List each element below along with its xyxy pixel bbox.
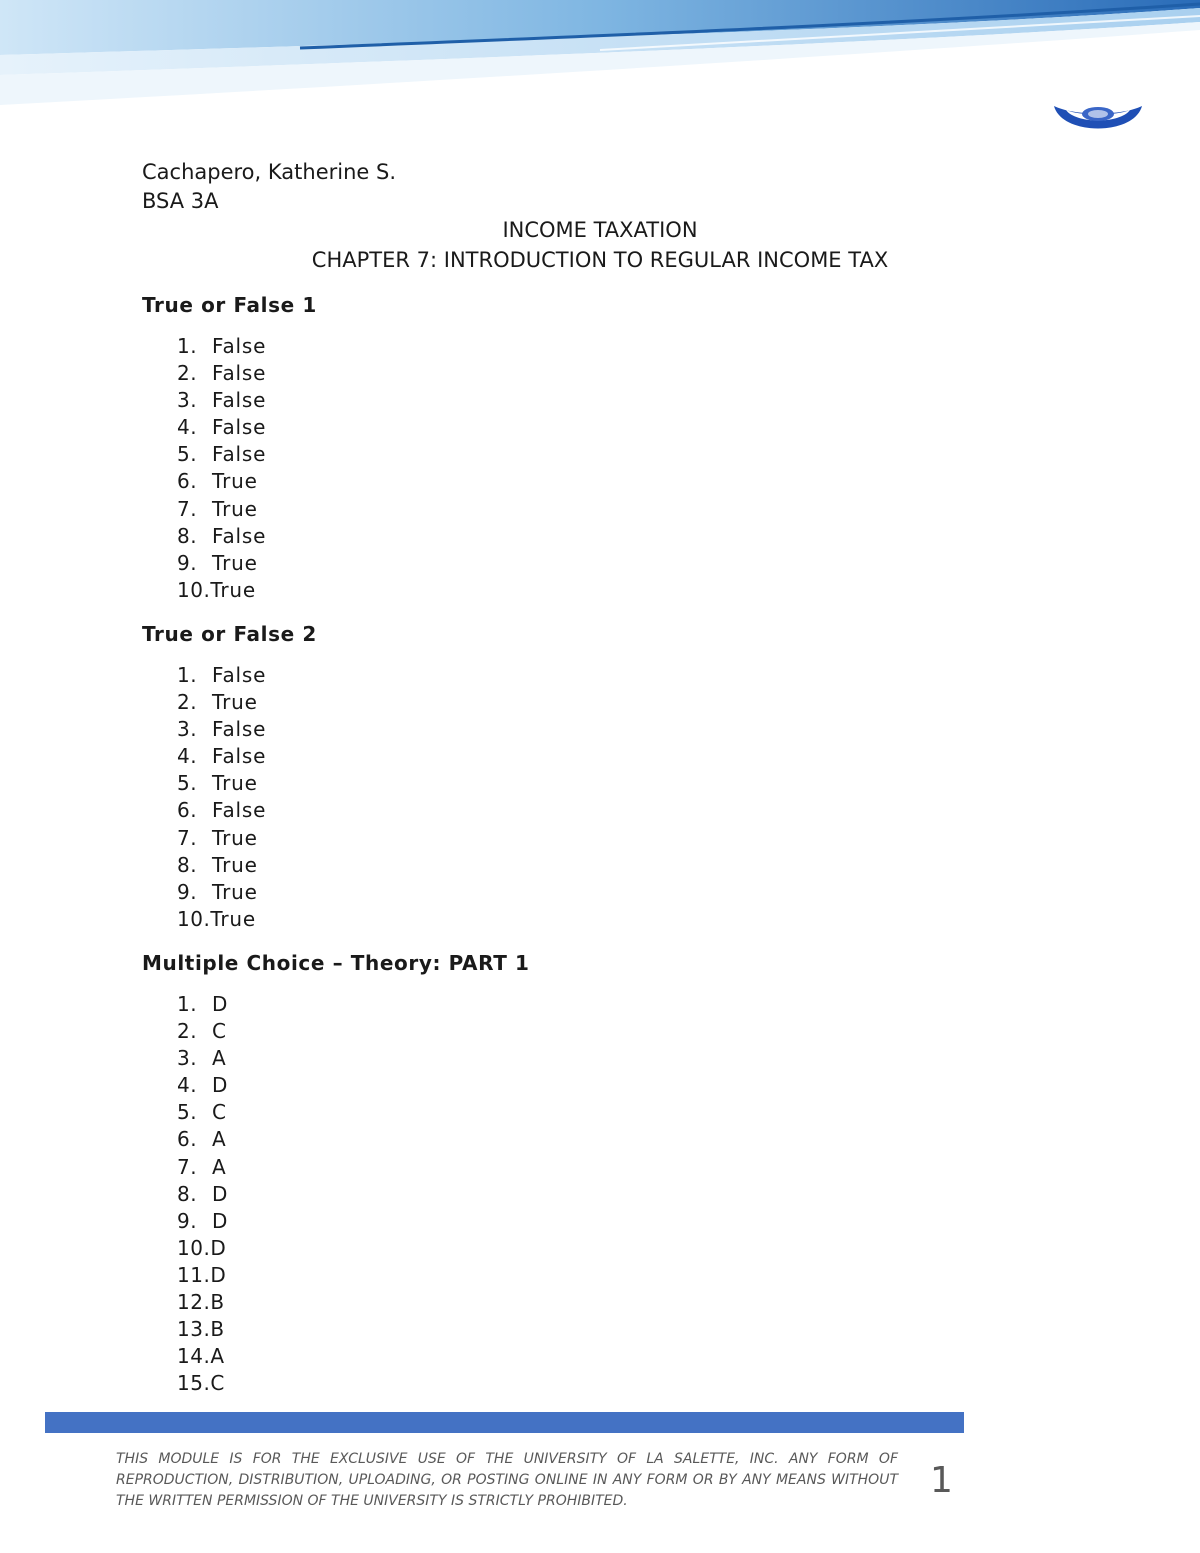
answer-number: 11. [177, 1262, 211, 1287]
answer-number: 15. [177, 1371, 211, 1396]
answer-item [177, 1045, 228, 1072]
answer-value: True [212, 825, 258, 850]
answer-item [177, 496, 266, 523]
answer-value: False [212, 415, 267, 440]
answer-value: A [212, 1154, 227, 1179]
answer-number: 13. [177, 1317, 211, 1342]
answer-list-true-false-1 [177, 333, 266, 604]
answer-number: 4. [177, 415, 198, 440]
answer-number: 7. [177, 1154, 198, 1179]
section-title-true-false-1: True or False 1 [142, 293, 317, 317]
answer-value: D [210, 1262, 227, 1287]
answer-number: 4. [177, 744, 198, 769]
answer-number: 2. [177, 690, 198, 715]
answer-item [177, 906, 266, 933]
answer-item [177, 852, 266, 879]
answer-number: 3. [177, 388, 198, 413]
answer-value: A [212, 1046, 227, 1071]
answer-value: D [212, 992, 229, 1016]
answer-value: True [212, 550, 258, 575]
answer-value: D [212, 1208, 229, 1233]
answer-item [177, 825, 266, 852]
answer-value: True [212, 496, 258, 521]
answer-item [177, 991, 228, 1018]
answer-value: True [212, 690, 258, 715]
answer-item [177, 1154, 228, 1181]
footer-copyright-notice: THIS MODULE IS FOR THE EXCLUSIVE USE OF THE UNIVERSITY OF LA SALETTE, INC. ANY FORM OF REPRODUCTION, DISTRIBUTION, UPLOADING, OR POSTING ONLINE IN ANY FORM OR BY ANY MEANS WITHOUT THE WRITTEN PERMISSION OF THE UNIVERSITY IS STRICTLY PROHIBITED. [116, 1451, 898, 1509]
answer-item [177, 1072, 228, 1099]
answer-number: 8. [177, 852, 198, 877]
answer-value: False [212, 523, 267, 548]
answer-value: False [212, 361, 267, 386]
student-section: BSA 3A [142, 189, 219, 213]
answer-value: D [212, 1073, 229, 1098]
answer-number: 3. [177, 717, 198, 742]
section-title-true-false-2: True or False 2 [142, 622, 317, 646]
answer-number: 10. [177, 577, 211, 602]
page-number: 1 [930, 1460, 953, 1501]
answer-number: 4. [177, 1073, 198, 1098]
answer-number: 1. [177, 334, 198, 358]
answer-item [177, 577, 266, 604]
answer-number: 6. [177, 469, 198, 494]
chapter-title: CHAPTER 7: INTRODUCTION TO REGULAR INCOME TAX [311, 248, 889, 272]
answer-item [177, 333, 266, 360]
answer-item [177, 1099, 228, 1126]
answer-value: True [212, 879, 258, 904]
answer-item [177, 662, 266, 689]
answer-value: False [212, 334, 267, 358]
answer-item [177, 523, 266, 550]
university-seal-logo [1052, 102, 1144, 140]
answer-item [177, 1289, 228, 1316]
answer-item [177, 1018, 228, 1045]
answer-number: 12. [177, 1290, 211, 1315]
section-title-multiple-choice: Multiple Choice – Theory: PART 1 [142, 951, 530, 975]
answer-value: True [212, 469, 258, 494]
answer-item [177, 1316, 228, 1343]
answer-item [177, 1126, 228, 1153]
answer-number: 8. [177, 1181, 198, 1206]
answer-number: 5. [177, 442, 198, 467]
answer-value: False [212, 388, 267, 413]
answer-item [177, 770, 266, 797]
answer-item [177, 743, 266, 770]
answer-value: A [210, 1344, 225, 1369]
answer-number: 6. [177, 798, 198, 823]
answer-value: True [210, 906, 256, 931]
footer-accent-bar [45, 1412, 964, 1433]
answer-value: False [212, 798, 267, 823]
answer-value: C [210, 1371, 226, 1396]
answer-number: 10. [177, 1235, 211, 1260]
answer-item [177, 468, 266, 495]
answer-number: 6. [177, 1127, 198, 1152]
answer-value: False [212, 663, 267, 687]
answer-value: D [210, 1235, 227, 1260]
answer-item [177, 1262, 228, 1289]
answer-list-true-false-2 [177, 662, 266, 933]
answer-number: 5. [177, 771, 198, 796]
answer-number: 7. [177, 825, 198, 850]
answer-value: D [212, 1181, 229, 1206]
answer-number: 8. [177, 523, 198, 548]
answer-item [177, 689, 266, 716]
answer-number: 3. [177, 1046, 198, 1071]
answer-value: A [212, 1127, 227, 1152]
answer-value: True [212, 771, 258, 796]
answer-item [177, 550, 266, 577]
answer-number: 10. [177, 906, 211, 931]
answer-value: B [210, 1290, 225, 1315]
answer-item [177, 1235, 228, 1262]
answer-number: 9. [177, 1208, 198, 1233]
answer-item [177, 360, 266, 387]
answer-number: 1. [177, 992, 198, 1016]
answer-item [177, 879, 266, 906]
answer-item [177, 1370, 228, 1397]
answer-value: C [212, 1019, 227, 1044]
answer-number: 2. [177, 1019, 198, 1044]
answer-item [177, 414, 266, 441]
answer-value: False [212, 744, 267, 769]
answer-item [177, 1208, 228, 1235]
answer-value: False [212, 442, 267, 467]
answer-number: 5. [177, 1100, 198, 1125]
answer-item [177, 716, 266, 743]
answer-value: True [210, 577, 256, 602]
answer-number: 7. [177, 496, 198, 521]
answer-item [177, 441, 266, 468]
answer-value: C [212, 1100, 227, 1125]
answer-item [177, 797, 266, 824]
answer-item [177, 1181, 228, 1208]
answer-value: B [210, 1317, 225, 1342]
answer-number: 2. [177, 361, 198, 386]
answer-number: 1. [177, 663, 198, 687]
answer-value: True [212, 852, 258, 877]
answer-value: False [212, 717, 267, 742]
answer-number: 9. [177, 879, 198, 904]
answer-item [177, 387, 266, 414]
answer-list-multiple-choice [177, 991, 228, 1397]
header-wave-banner [0, 0, 1200, 110]
answer-number: 14. [177, 1344, 211, 1369]
subject-title: INCOME TAXATION [502, 218, 698, 242]
student-name: Cachapero, Katherine S. [142, 160, 396, 184]
answer-item [177, 1343, 228, 1370]
answer-number: 9. [177, 550, 198, 575]
